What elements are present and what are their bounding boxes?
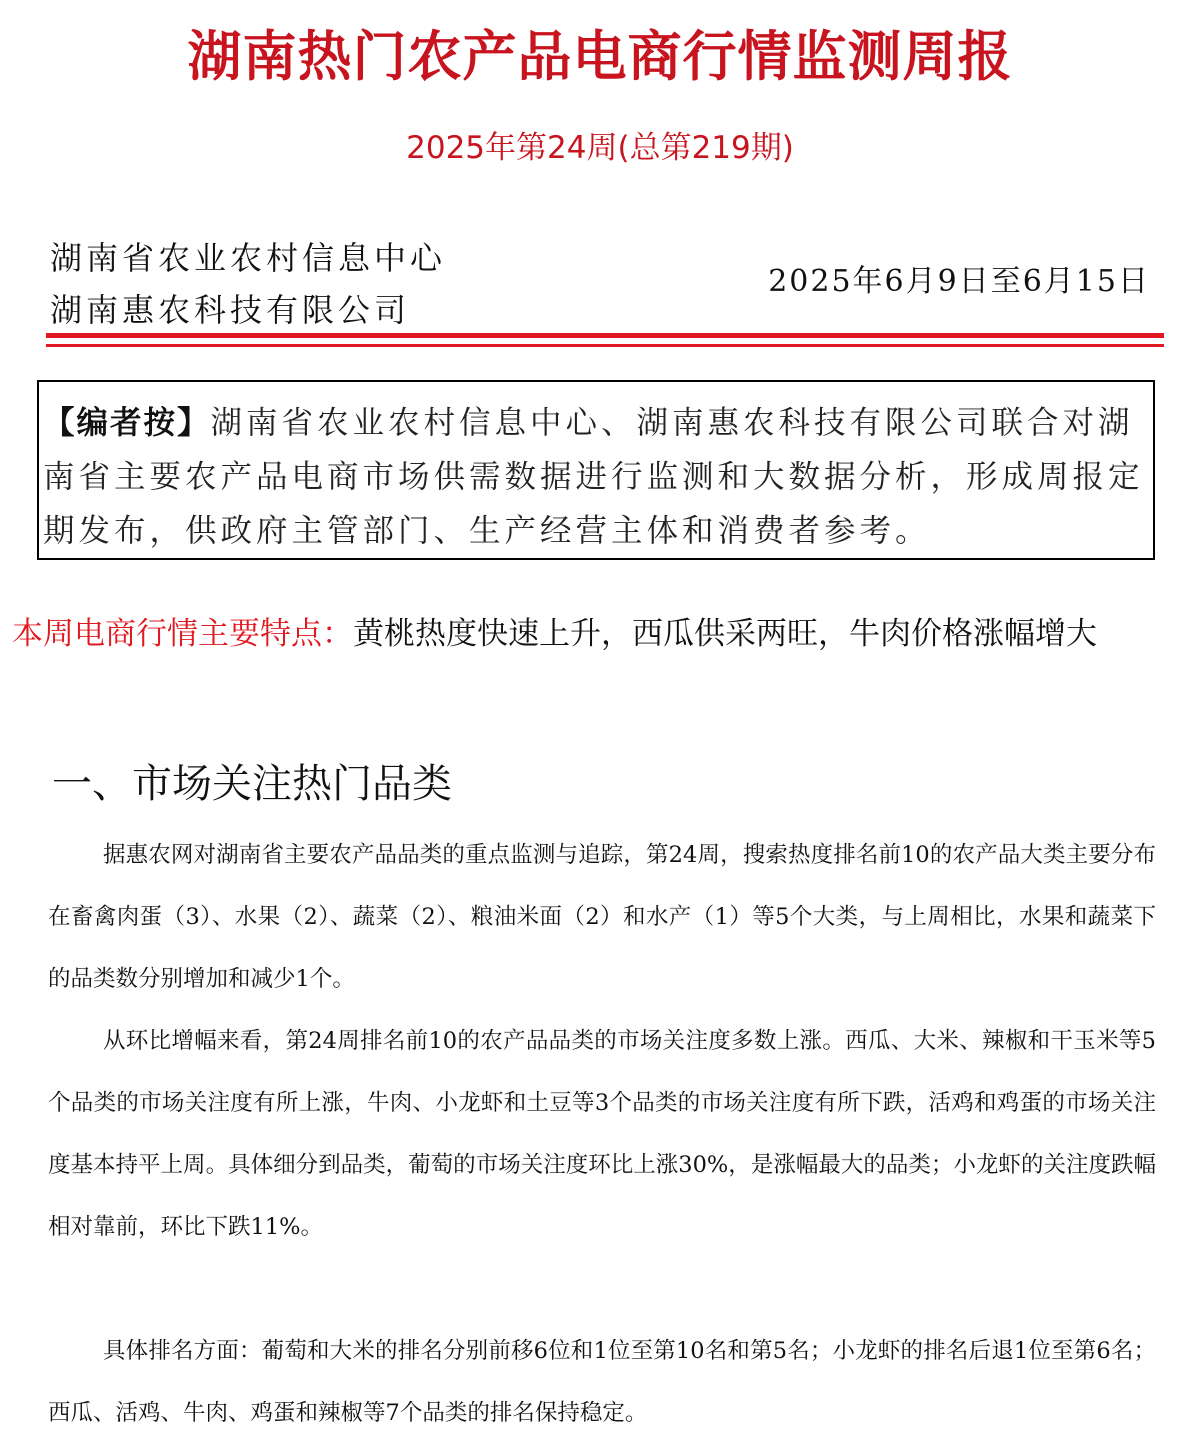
paragraph-mom-change: 从环比增幅来看，第24周排名前10的农产品品类的市场关注度多数上涨。西瓜、大米、辣椒和干玉米等5个品类的市场关注度有所上涨，牛肉、小龙虾和土豆等3个品类的市场关注度有所下跌，活鸡和鸡蛋的市场关注度基本持平上周。具体细分到品类，葡萄的市场关注度环比上涨30%，是涨幅最大的品类；小龙虾的关注度跌幅相对靠前，环比下跌11%。 bbox=[48, 1028, 1156, 1240]
editor-note-box bbox=[37, 380, 1155, 560]
date-range: 2025年6月9日至6月15日 bbox=[768, 264, 1150, 299]
header-rule-thin bbox=[46, 344, 1164, 347]
section-heading: 一、市场关注热门品类 bbox=[52, 761, 452, 807]
issuer-info-center: 湖南省农业农村信息中心 bbox=[50, 239, 447, 277]
issuer-list bbox=[50, 232, 446, 336]
paragraph-ranking: 具体排名方面：葡萄和大米的排名分别前移6位和1位至第10名和第5名；小龙虾的排名后退1位至第6名；西瓜、活鸡、牛肉、鸡蛋和辣椒等7个品类的排名保持稳定。 bbox=[48, 1338, 1156, 1426]
header-rule-thick bbox=[46, 333, 1164, 338]
paragraph-top10-categories: 据惠农网对湖南省主要农产品品类的重点监测与追踪，第24周，搜索热度排名前10的农产品大类主要分布在畜禽肉蛋（3）、水果（2）、蔬菜（2）、粮油米面（2）和水产（1）等5个大类，与上周相比，水果和蔬菜下的品类数分别增加和减少1个。 bbox=[48, 842, 1156, 992]
report-title: 湖南热门农产品电商行情监测周报 bbox=[187, 25, 1013, 88]
editor-note-text: 湖南省农业农村信息中心、湖南惠农科技有限公司联合对湖南省主要农产品电商市场供需数据进行监测和大数据分析，形成周报定期发布，供政府主管部门、生产经营主体和消费者参考。 bbox=[43, 405, 1144, 549]
editor-note-tag: 【编者按】 bbox=[43, 405, 211, 441]
weekly-highlights bbox=[12, 592, 1192, 676]
issue-subtitle: 2025年第24周(总第219期) bbox=[406, 130, 794, 166]
highlights-text: 黄桃热度快速上升，西瓜供采两旺，牛肉价格涨幅增大 bbox=[353, 616, 1097, 652]
highlights-label: 本周电商行情主要特点： bbox=[12, 616, 353, 652]
issuer-company: 湖南惠农科技有限公司 bbox=[50, 291, 411, 329]
